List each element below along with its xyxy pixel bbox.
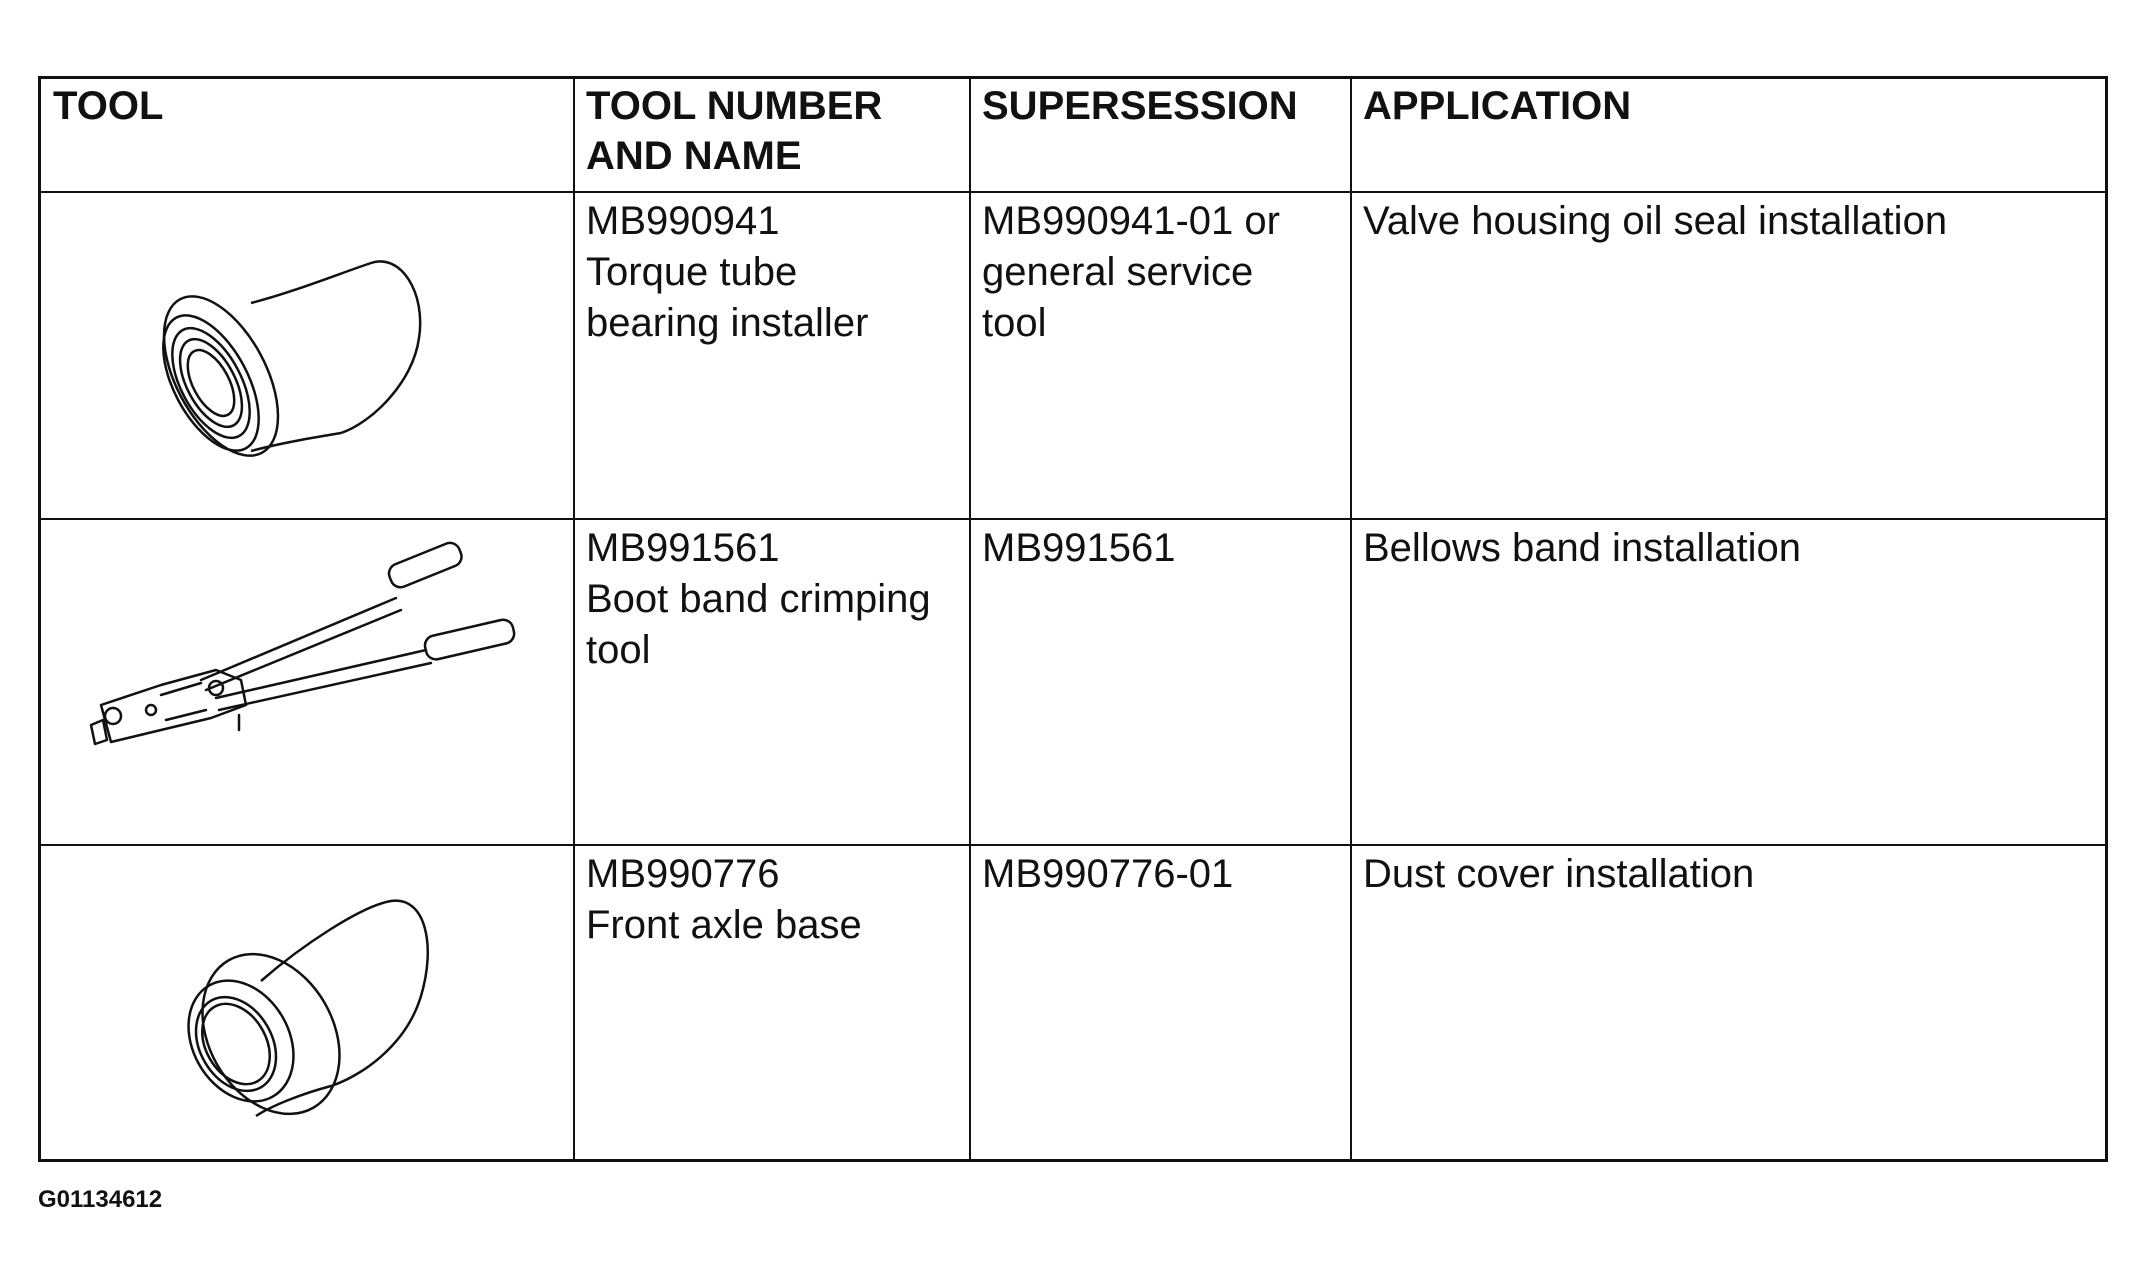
tool-name-line: Torque tube: [586, 250, 798, 294]
figure-id: G01134612: [38, 1186, 163, 1213]
tool-number-cell: [574, 846, 970, 1162]
application-cell: [1351, 520, 2105, 844]
supersession-line: general service: [982, 250, 1254, 294]
tool-name-line: bearing installer: [586, 301, 869, 345]
column-divider: [969, 79, 971, 1159]
tool-image-cell: [41, 193, 574, 518]
header-tool-number: [574, 79, 970, 191]
bearing-installer-icon: [41, 193, 574, 518]
special-tools-table: [38, 76, 2108, 1162]
column-divider: [1350, 79, 1352, 1159]
header-supersession: [970, 79, 1351, 191]
header-application-label: APPLICATION: [1363, 84, 1632, 128]
tool-image-cell: [41, 520, 574, 844]
tool-number-cell: [574, 520, 970, 844]
supersession-line: tool: [982, 301, 1047, 345]
tool-number: MB991561: [586, 526, 780, 570]
supersession-cell: [970, 846, 1351, 1162]
supersession-cell: [970, 520, 1351, 844]
application-cell: [1351, 846, 2105, 1162]
tool-image-cell: [41, 846, 574, 1162]
tool-name-line: Boot band crimping: [586, 577, 931, 621]
column-divider: [573, 79, 575, 1159]
header-tool-label: TOOL: [53, 84, 164, 128]
tool-number: MB990941: [586, 199, 780, 243]
header-tool: [41, 79, 574, 191]
header-tool-number-line2: AND NAME: [586, 134, 802, 178]
supersession-line: MB990941-01 or: [982, 199, 1280, 243]
table-header-row: [41, 79, 2105, 193]
application-text: Valve housing oil seal installation: [1363, 199, 1948, 243]
table-row: [41, 846, 2105, 1162]
table-row: [41, 520, 2105, 846]
tool-number-cell: [574, 193, 970, 518]
header-supersession-label: SUPERSESSION: [982, 84, 1298, 128]
tool-name-line: Front axle base: [586, 903, 862, 947]
axle-base-icon: [41, 846, 574, 1160]
supersession-line: MB990776-01: [982, 852, 1234, 896]
tool-number: MB990776: [586, 852, 780, 896]
header-tool-number-line1: TOOL NUMBER: [586, 84, 883, 128]
supersession-cell: [970, 193, 1351, 518]
crimping-tool-icon: [41, 520, 574, 844]
application-cell: [1351, 193, 2105, 518]
header-application: [1351, 79, 2105, 191]
application-text: Bellows band installation: [1363, 526, 1802, 570]
supersession-line: MB991561: [982, 526, 1176, 570]
application-text: Dust cover installation: [1363, 852, 1755, 896]
tool-name-line: tool: [586, 628, 651, 672]
table-row: [41, 193, 2105, 520]
